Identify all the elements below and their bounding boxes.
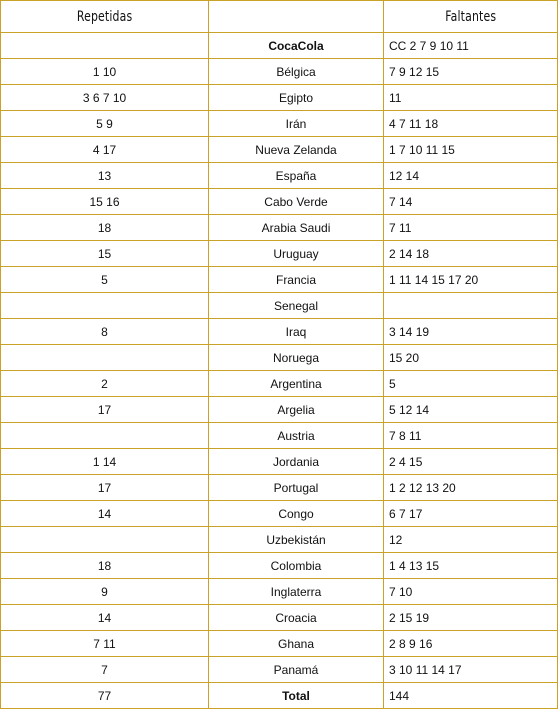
faltantes-cell: 15 20 <box>384 345 558 371</box>
faltantes-cell: 7 11 <box>384 215 558 241</box>
repetidas-cell: 9 <box>1 579 209 605</box>
team-cell: Austria <box>209 423 384 449</box>
repetidas-cell: 14 <box>1 501 209 527</box>
team-cell: Noruega <box>209 345 384 371</box>
team-cell: Arabia Saudi <box>209 215 384 241</box>
team-cell: Colombia <box>209 553 384 579</box>
faltantes-cell: 11 <box>384 85 558 111</box>
team-cell: Ghana <box>209 631 384 657</box>
repetidas-cell: 17 <box>1 475 209 501</box>
table-row <box>1 501 558 527</box>
repetidas-cell: 4 17 <box>1 137 209 163</box>
repetidas-cell: 3 6 7 10 <box>1 85 209 111</box>
team-cell: Irán <box>209 111 384 137</box>
table-row <box>1 163 558 189</box>
table-row <box>1 397 558 423</box>
repetidas-cell <box>1 527 209 553</box>
table-row <box>1 423 558 449</box>
repetidas-cell: 18 <box>1 553 209 579</box>
table-row <box>1 449 558 475</box>
faltantes-cell: 5 12 14 <box>384 397 558 423</box>
team-cell: Portugal <box>209 475 384 501</box>
faltantes-cell: 3 14 19 <box>384 319 558 345</box>
faltantes-cell: 144 <box>384 683 558 709</box>
team-cell: Argentina <box>209 371 384 397</box>
table-row <box>1 111 558 137</box>
faltantes-cell: 7 9 12 15 <box>384 59 558 85</box>
header-row <box>1 1 558 33</box>
faltantes-cell: 6 7 17 <box>384 501 558 527</box>
faltantes-cell: 7 8 11 <box>384 423 558 449</box>
repetidas-cell: 15 <box>1 241 209 267</box>
table-row <box>1 319 558 345</box>
header-repetidas: Repetidas <box>1 1 209 33</box>
table-row <box>1 475 558 501</box>
table-row <box>1 189 558 215</box>
team-cell: Iraq <box>209 319 384 345</box>
table-row <box>1 59 558 85</box>
faltantes-cell: 7 10 <box>384 579 558 605</box>
faltantes-cell: 7 14 <box>384 189 558 215</box>
repetidas-cell: 2 <box>1 371 209 397</box>
table-row <box>1 553 558 579</box>
team-cell: Uzbekistán <box>209 527 384 553</box>
team-cell: Francia <box>209 267 384 293</box>
team-cell: Total <box>209 683 384 709</box>
team-cell: Croacia <box>209 605 384 631</box>
repetidas-cell: 7 <box>1 657 209 683</box>
faltantes-cell: CC 2 7 9 10 11 <box>384 33 558 59</box>
table-row <box>1 371 558 397</box>
faltantes-cell: 2 8 9 16 <box>384 631 558 657</box>
table-row <box>1 631 558 657</box>
faltantes-cell <box>384 293 558 319</box>
repetidas-cell: 17 <box>1 397 209 423</box>
team-cell: Inglaterra <box>209 579 384 605</box>
table-row <box>1 215 558 241</box>
repetidas-cell: 1 10 <box>1 59 209 85</box>
repetidas-cell: 7 11 <box>1 631 209 657</box>
repetidas-cell: 14 <box>1 605 209 631</box>
team-cell: Congo <box>209 501 384 527</box>
table-row <box>1 605 558 631</box>
table-row <box>1 345 558 371</box>
team-cell: Egipto <box>209 85 384 111</box>
team-cell: Jordania <box>209 449 384 475</box>
table-row <box>1 33 558 59</box>
team-cell: CocaCola <box>209 33 384 59</box>
header-team <box>209 1 384 33</box>
faltantes-cell: 12 14 <box>384 163 558 189</box>
faltantes-cell: 1 4 13 15 <box>384 553 558 579</box>
table-row <box>1 267 558 293</box>
table-row <box>1 241 558 267</box>
team-cell: Senegal <box>209 293 384 319</box>
faltantes-cell: 2 14 18 <box>384 241 558 267</box>
table-row <box>1 657 558 683</box>
table-row <box>1 527 558 553</box>
team-cell: Uruguay <box>209 241 384 267</box>
table-row <box>1 137 558 163</box>
table-body <box>1 33 558 709</box>
team-cell: Nueva Zelanda <box>209 137 384 163</box>
table-row <box>1 293 558 319</box>
faltantes-cell: 2 15 19 <box>384 605 558 631</box>
repetidas-cell: 18 <box>1 215 209 241</box>
faltantes-cell: 5 <box>384 371 558 397</box>
team-cell: Bélgica <box>209 59 384 85</box>
repetidas-cell: 5 9 <box>1 111 209 137</box>
repetidas-cell: 13 <box>1 163 209 189</box>
team-cell: Argelia <box>209 397 384 423</box>
faltantes-cell: 12 <box>384 527 558 553</box>
repetidas-cell <box>1 293 209 319</box>
repetidas-cell: 15 16 <box>1 189 209 215</box>
repetidas-cell: 8 <box>1 319 209 345</box>
faltantes-cell: 3 10 11 14 17 <box>384 657 558 683</box>
team-cell: Panamá <box>209 657 384 683</box>
repetidas-cell <box>1 423 209 449</box>
repetidas-cell: 77 <box>1 683 209 709</box>
repetidas-cell: 5 <box>1 267 209 293</box>
faltantes-cell: 1 2 12 13 20 <box>384 475 558 501</box>
faltantes-cell: 2 4 15 <box>384 449 558 475</box>
faltantes-cell: 4 7 11 18 <box>384 111 558 137</box>
table-row <box>1 85 558 111</box>
table-row <box>1 683 558 709</box>
faltantes-cell: 1 11 14 15 17 20 <box>384 267 558 293</box>
repetidas-cell: 1 14 <box>1 449 209 475</box>
repetidas-cell <box>1 33 209 59</box>
table-row <box>1 579 558 605</box>
faltantes-cell: 1 7 10 11 15 <box>384 137 558 163</box>
team-cell: España <box>209 163 384 189</box>
repetidas-cell <box>1 345 209 371</box>
team-cell: Cabo Verde <box>209 189 384 215</box>
header-faltantes: Faltantes <box>384 1 558 33</box>
